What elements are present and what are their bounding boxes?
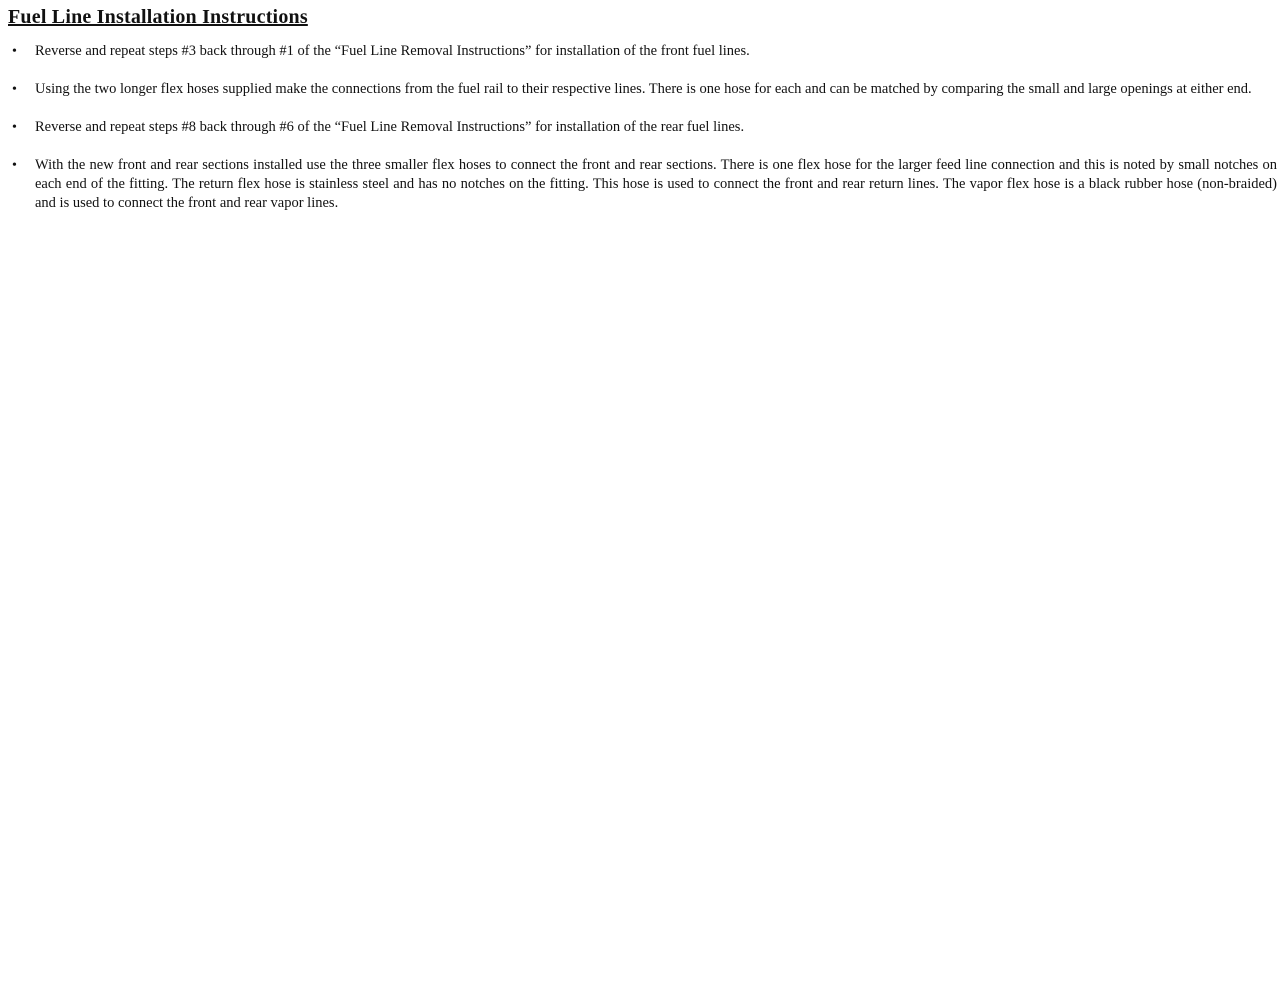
bullet-icon: • (12, 44, 17, 59)
bullet-icon: • (12, 120, 17, 135)
page-title: Fuel Line Installation Instructions (8, 6, 308, 28)
list-item (8, 118, 1277, 137)
bullet-icon: • (12, 82, 17, 97)
instruction-list (8, 42, 1277, 213)
instruction-text: Using the two longer flex hoses supplied make the connections from the fuel rail to their respective lines. There is one hose for each and can be matched by comparing the small and large openings at either end. (35, 81, 1252, 97)
list-item (8, 42, 1277, 61)
instruction-text: With the new front and rear sections installed use the three smaller flex hoses to connect the front and rear sections. There is one flex hose for the larger feed line connection and this is noted by small notches on each end of the fitting. The return flex hose is stainless steel and has no notches on the fitting. This hose is used to connect the front and rear return lines. The vapor flex hose is a black rubber hose (non-braided) and is used to connect the front and rear vapor lines. (35, 157, 1277, 211)
bullet-icon: • (12, 158, 17, 173)
list-item (8, 80, 1277, 99)
instruction-text: Reverse and repeat steps #3 back through #1 of the “Fuel Line Removal Instructions” for installation of the front fuel lines. (35, 43, 750, 59)
list-item (8, 156, 1277, 213)
instruction-text: Reverse and repeat steps #8 back through #6 of the “Fuel Line Removal Instructions” for installation of the rear fuel lines. (35, 119, 745, 135)
